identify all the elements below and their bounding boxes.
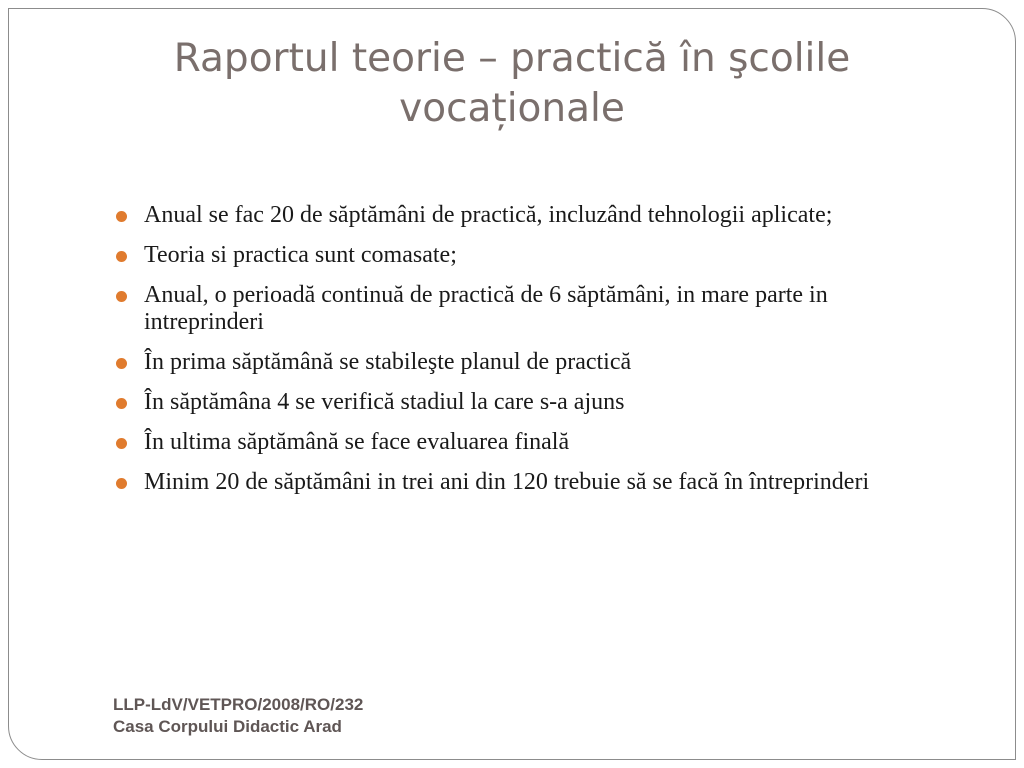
- bullet-item: [116, 429, 946, 456]
- bullet-text: Anual se fac 20 de săptămâni de practică, incluzând tehnologii aplicate;: [144, 202, 833, 228]
- bullet-text: În ultima săptămână se face evaluarea finală: [144, 429, 570, 455]
- bullet-dot-icon: [116, 358, 127, 369]
- bullet-text: Anual, o perioadă continuă de practică de 6 săptămâni, in mare parte in intreprinderi: [144, 282, 828, 335]
- bullet-text: Minim 20 de săptămâni in trei ani din 120 trebuie să se facă în întreprinderi: [144, 469, 870, 495]
- bullet-item: [116, 202, 946, 229]
- bullet-dot-icon: [116, 398, 127, 409]
- bullet-item: [116, 242, 946, 269]
- bullet-text: În prima săptămână se stabileşte planul de practică: [144, 349, 632, 375]
- bullet-dot-icon: [116, 251, 127, 262]
- slide-footer: [113, 694, 363, 738]
- bullet-item: [116, 349, 946, 376]
- bullet-dot-icon: [116, 211, 127, 222]
- bullet-dot-icon: [116, 478, 127, 489]
- footer-project-code: LLP-LdV/VETPRO/2008/RO/232: [113, 695, 364, 714]
- bullet-dot-icon: [116, 438, 127, 449]
- bullet-dot-icon: [116, 291, 127, 302]
- bullet-text: Teoria si practica sunt comasate;: [144, 242, 457, 268]
- slide-title: Raportul teorie – practică în şcolile vocaționale: [173, 36, 851, 131]
- bullet-item: [116, 469, 946, 496]
- bullet-text: În săptămâna 4 se verifică stadiul la care s-a ajuns: [144, 389, 625, 415]
- bullet-list: [116, 202, 946, 509]
- bullet-item: [116, 389, 946, 416]
- footer-organization: Casa Corpului Didactic Arad: [113, 717, 342, 736]
- bullet-item: [116, 282, 946, 336]
